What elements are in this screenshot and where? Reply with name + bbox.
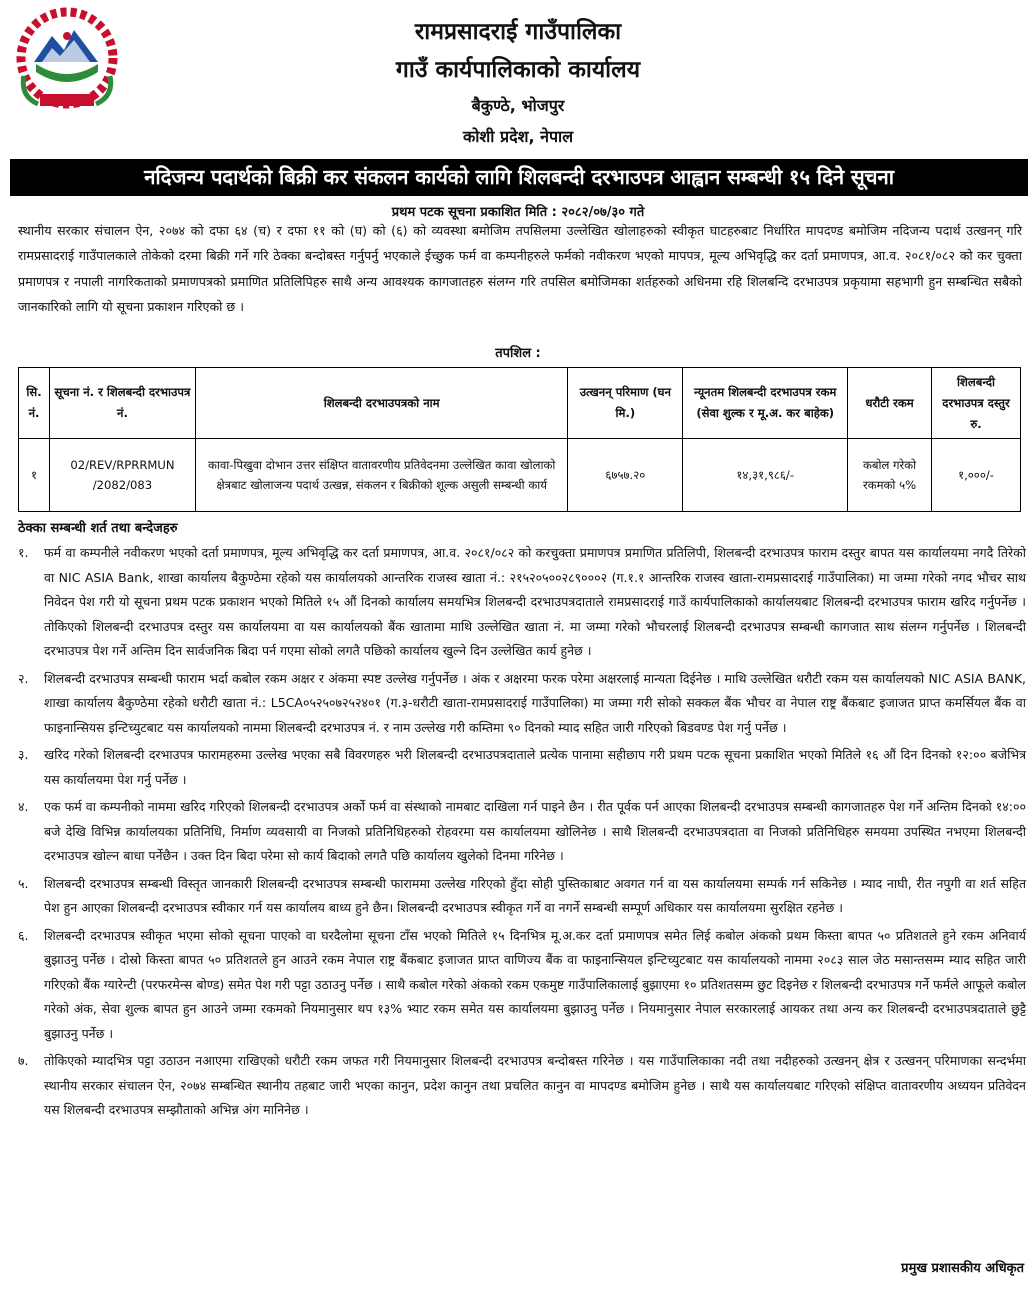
office-name: गाउँ कार्यपालिकाको कार्यालय	[395, 57, 641, 83]
term-number: २.	[18, 670, 29, 686]
term-number: ६.	[18, 927, 29, 943]
col-header-quantity: उत्खनन् परिमाण (घन मि.)	[568, 368, 683, 439]
term-text: फर्म वा कम्पनीले नवीकरण भएको दर्ता प्रमाणपत्र, मूल्य अभिवृद्धि कर दर्ता प्रमाणपत्र, आ.व. २०८१/०८२ को करचुक्ता प्रमाणपत्र प्रमाणित प्रतिलिपी, शिलबन्दी दरभाउपत्र फाराम दस्तुर बापत यस कार्यालयमा नगदै तिरेको वा NIC ASIA Bank, शाखा कार्यालय बैकुण्ठेमा रहेको यस कार्यालयको आन्तरिक राजस्व खाता नं.: २१५२०५००२८९०००२ (ग.१.१ आन्तरिक राजस्व खाता-रामप्रसादराई गाउँपालिका) मा जम्मा गरेको नगद भौचर साथ निवेदन पेश गरी यो सूचना प्रथम पटक प्रकाशन भएको मितिले १५ औं दिनको कार्यालय समयभित्र शिलबन्दी दरभाउपत्रदाताले रामप्रसादराई गाउँ कार्यपालिकाको कार्यालयबाट शिलबन्दी दरभाउपत्र फाराम खरिद गर्नुपर्नेछ । तोकिएको शिलबन्दी दरभाउपत्र दस्तुर यस कार्यालयमा वा यस कार्यालयको बैंक खातामा माथि उल्लेखित खाता नं. मा जम्मा गरेको भौचरलाई शिलबन्दी दरभाउपत्र सम्बन्धी कागजात साथ संलग्न गर्नुपर्नेछ । शिलबन्दी दरभाउपत्र पेश गर्ने अन्तिम दिन सार्वजनिक बिदा पर्न गएमा सोको लगतै पछिको कार्यालय खुल्ने दिन उल्लेखित कार्य हुनेछ ।	[44, 545, 1026, 658]
cell-deposit: कबोल गरेको रकमको ५%	[848, 439, 932, 512]
list-item	[18, 924, 1026, 1047]
term-number: ३.	[18, 747, 29, 762]
signatory-title: प्रमुख प्रशासकीय अधिकृत	[901, 1261, 1024, 1276]
term-text: खरिद गरेको शिलबन्दी दरभाउपत्र फारामहरुमा उल्लेख भएका सबै विवरणहरु भरी शिलबन्दी दरभाउपत्रदाताले प्रत्येक पानामा सहीछाप गरी प्रथम पटक सूचना प्रकाशित भएको मितिले १६ औं दिन दिनको १२:०० बजेभित्र यस कार्यालयमा पेश गर्नु पर्नेछ ।	[44, 747, 1026, 787]
col-header-min-amount: न्यूनतम शिलबन्दी दरभाउपत्र रकम (सेवा शुल्क र मू.अ. कर बाहेक)	[683, 368, 848, 439]
municipality-name: रामप्रसादराई गाउँपालिका	[414, 19, 622, 45]
notice-header	[0, 0, 1036, 155]
term-text: एक फर्म वा कम्पनीको नाममा खरिद गरिएको शिलबन्दी दरभाउपत्र अर्को फर्म वा संस्थाको नामबाट दाखिला गर्न पाइने छैन । रीत पूर्वक पर्न आएका शिलबन्दी दरभाउपत्र सम्बन्धी कागजातहरु पेश गर्ने अन्तिम दिनको १४:०० बजे देखि विभिन्न कार्यालयका प्रतिनिधि, निर्माण व्यवसायी वा निजको प्रतिनिधिहरुको रोहवरमा यस कार्यालयमा खोलिनेछ । साथै शिलबन्दी दरभाउपत्रदाता वा निजको प्रतिनिधिहरु समयमा उपस्थित नभएमा शिलबन्दी दरभाउपत्र खोल्न बाधा पर्नेछैन । उक्त दिन बिदा परेमा सो कार्य बिदाको लगतै पछि कार्यालय खुलेको दिनमा गरिनेछ ।	[44, 799, 1026, 863]
col-header-fee: शिलबन्दी दरभाउपत्र दस्तुर रु.	[932, 368, 1021, 439]
list-item	[18, 1049, 1026, 1123]
col-header-deposit: धरौटी रकम	[848, 368, 932, 439]
col-header-serial: सि. नं.	[19, 368, 50, 439]
list-item	[18, 795, 1026, 869]
office-province: कोशी प्रदेश, नेपाल	[462, 127, 574, 146]
col-header-notice-number: सूचना नं. र शिलबन्दी दरभाउपत्र नं.	[49, 368, 195, 439]
bid-details-table	[18, 367, 1021, 512]
list-item	[18, 743, 1026, 792]
cell-notice-number: 02/REV/RPRRMUN /2082/083	[49, 439, 195, 512]
list-item	[18, 667, 1026, 741]
list-item	[18, 872, 1026, 921]
schedule-label: तपशिल :	[495, 346, 541, 361]
term-number: ५.	[18, 875, 29, 891]
cell-min-amount: १४,३१,९८६/-	[683, 439, 848, 512]
table-header-row	[19, 368, 1021, 439]
term-number: ७.	[18, 1053, 29, 1068]
intro-paragraph: स्थानीय सरकार संचालन ऐन, २०७४ को दफा ६४ (च) र दफा ११ को (घ) को (६) को व्यवस्था बमोजिम तपसिलमा उल्लेखित खोलाहरुको स्वीकृत घाटहरुबाट निर्धारित मापदण्ड बमोजिम नदिजन्य पदार्थ उत्खनन् गरि रामप्रसादराई गाउँपालकाले तोकेको दरमा बिक्री गर्ने गरि ठेक्का बन्दोबस्त गर्नुपर्नु भएकाले ईच्छुक फर्म वा कम्पनीहरुले फर्मको नवीकरण भएको मापपत्र, मूल्य अभिवृद्धि कर दर्ता प्रमाणपत्र, आ.व. २०८१/०८२ को कर चुक्ता प्रमाणपत्र र नपाली नागरिकताको प्रमाणपत्रको प्रमाणित प्रतिलिपिहरु साथै अन्य आवश्यक कागजातहरु संलग्न गरि तपसिल बमोजिमका शर्तहरुको अधिनमा रहि शिलबन्दि दरभाउपत्र प्रकृयामा सहभागी हुन सम्बन्धित सबैको जानकारिको लागि यो सूचना प्रकाशन गरिएको छ ।	[18, 223, 1022, 314]
term-text: शिलबन्दी दरभाउपत्र सम्बन्धी विस्तृत जानकारी शिलबन्दी दरभाउपत्र सम्बन्धी फाराममा उल्लेख गरिएको हुँदा सोही पुस्तिकाबाट अवगत गर्न वा यस कार्यालयमा सम्पर्क गर्न सकिनेछ । म्याद नाघी, रीत नपुगी वा शर्त सहित पेश हुन आएका शिलबन्दी दरभाउपत्र स्वीकार गर्न यस कार्यालय बाध्य हुने छैन। शिलबन्दी दरभाउपत्र स्वीकृत गर्ने वा नगर्ने सम्बन्धी सम्पूर्ण अधिकार यस कार्यालयमा सुरक्षित रहनेछ ।	[44, 875, 1026, 915]
list-item	[18, 541, 1026, 664]
publish-date: प्रथम पटक सूचना प्रकाशित मिति : २०८२/०७/३० गते	[391, 205, 645, 220]
term-text: शिलबन्दी दरभाउपत्र स्वीकृत भएमा सोको सूचना पाएको वा घरदैलोमा सूचना टाँस भएको मितिले १५ दिनभित्र मू.अ.कर दर्ता प्रमाणपत्र समेत लिई कबोल अंकको प्रथम किस्ता बापत ५० प्रतिशतले हुने रकम अनिवार्य बुझाउनु पर्नेछ । दोस्रो किस्ता बापत ५० प्रतिशतले हुन आउने रकम नेपाल राष्ट्र बैंकबाट इजाजत प्राप्त वाणिज्य बैंक वा फाइनान्सियल इन्टिच्युटबाट यस कार्यालयको नाममा २०८३ साल जेठ मसान्तसम्म म्याद सहित जारी गरिएको बैंक ग्यारेन्टी (परफरमेन्स बोण्ड) समेत पेश गरी पट्टा उठाउनु पर्नेछ । साथै कबोल गरेको अंकको रकम एकमुष्ट गाउँपालिकालाई बुझाएमा १० प्रतिशतसम्म छुट दिइनेछ र शिलबन्दी दरभाउपत्र गर्ने फर्मले आफूले कबोल गरेको अंक, सेवा शुल्क बापत हुन आउने जम्मा रकमको नियमानुसार थप १३% भ्याट रकम समेत यस कार्यालयमा बुझाउनु पर्नेछ । नियमानुसार नेपाल सरकारलाई आयकर तथा अन्य कर शिलबन्दी दरभाउपत्रदाताले छुट्टै बुझाउनु पर्नेछ ।	[44, 927, 1026, 1041]
terms-list	[18, 541, 1026, 1126]
table-row	[19, 439, 1021, 512]
terms-heading: ठेक्का सम्बन्धी शर्त तथा बन्देजहरु	[18, 521, 178, 536]
term-text: तोकिएको म्यादभित्र पट्टा उठाउन नआएमा राखिएको धरौटी रकम जफत गरी नियमानुसार शिलबन्दी दरभाउपत्र बन्दोबस्त गरिनेछ । यस गाउँपालिकाका नदी तथा नदीहरुको उत्खनन् क्षेत्र र उत्खनन् परिमाणका सन्दर्भमा स्थानीय सरकार संचालन ऐन, २०७४ सम्बन्धित स्थानीय तहबाट जारी भएका कानुन, प्रदेश कानुन तथा प्रचलित कानुन वा मापदण्ड बमोजिम हुनेछ । साथै यस कार्यालयबाट गरिएको संक्षिप्त वातावरणीय अध्ययन प्रतिवेदन यस शिलबन्दी दरभाउपत्र सम्झौताको अभिन्न अंग मानिनेछ ।	[44, 1053, 1026, 1117]
notice-title-banner: नदिजन्य पदार्थको बिक्री कर संकलन कार्यको लागि शिलबन्दी दरभाउपत्र आह्वान सम्बन्धी १५ दिने सूचना	[10, 159, 1028, 196]
cell-serial: १	[19, 439, 50, 512]
cell-quantity: ६७५७.२०	[568, 439, 683, 512]
cell-bid-name: कावा-पिखुवा दोभान उत्तर संक्षिप्त वातावरणीय प्रतिवेदनमा उल्लेखित कावा खोलाको क्षेत्रबाट खोलाजन्य पदार्थ उत्खन्न, संकलन र बिक्रीको शूल्क असुली सम्बन्धी कार्य	[195, 439, 567, 512]
term-text: शिलबन्दी दरभाउपत्र सम्बन्धी फाराम भर्दा कबोल रकम अक्षर र अंकमा स्पष्ट उल्लेख गर्नुपर्नेछ । अंक र अक्षरमा फरक परेमा अक्षरलाई मान्यता दिईनेछ । माथि उल्लेखित धरौटी रकम यस कार्यालयको NIC ASIA BANK, शाखा कार्यालय बैकुण्ठेमा रहेको धरौटी खाता नं.: L5CA०५२५०७२५२४०१ (ग.३-धरौटी खाता-रामप्रसादराई गाउँपालिका) मा जम्मा गरी सोको सक्कल बैंक भौचर वा नेपाल राष्ट्र बैंकबाट इजाजत प्राप्त कमर्सियल बैंक वा फाइनान्सियस इन्टिच्युटबाट यस कार्यालयको नाममा शिलबन्दी दरभाउपत्र नं. र नाम उल्लेख गरी कम्तिमा ९० दिनको म्याद सहित जारी गरिएको बिडवण्ड पेश गर्नु पर्नेछ ।	[44, 670, 1026, 735]
col-header-bid-name: शिलबन्दी दरभाउपत्रको नाम	[195, 368, 567, 439]
term-number: १.	[18, 545, 29, 560]
cell-fee: १,०००/-	[932, 439, 1021, 512]
office-location: बैकुण्ठे, भोजपुर	[471, 96, 565, 115]
term-number: ४.	[18, 799, 29, 814]
